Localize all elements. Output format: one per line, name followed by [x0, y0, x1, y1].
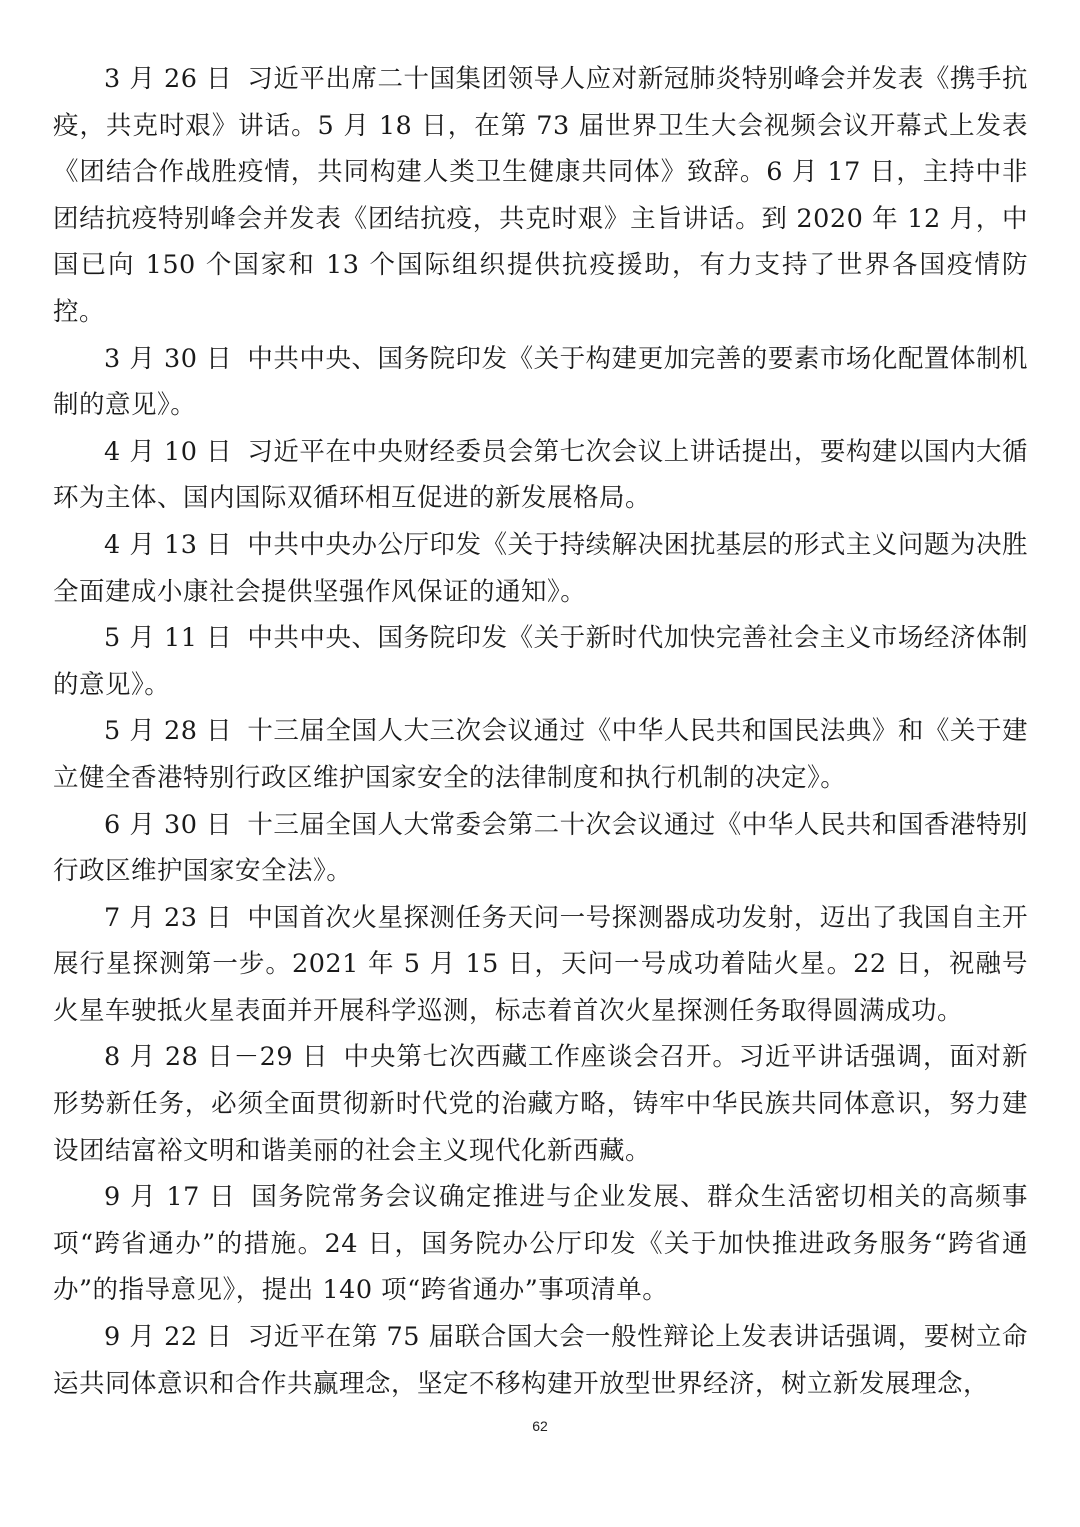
entry-date: 5 月 11 日: [104, 623, 233, 654]
chronicle-entry: [53, 1034, 1028, 1174]
entry-date: 9 月 17 日: [104, 1182, 237, 1213]
entry-date: 7 月 23 日: [104, 902, 233, 933]
entry-text: 十三届全国人大常委会第二十次会议通过《中华人民共和国香港特别行政区维护国家安全法》。: [53, 809, 1028, 887]
entry-text: 中央第七次西藏工作座谈会召开。习近平讲话强调，面对新形势新任务，必须全面贯彻新时代党的治藏方略，铸牢中华民族共同体意识，努力建设团结富裕文明和谐美丽的社会主义现代化新西藏。: [53, 1042, 1028, 1166]
entry-text: 十三届全国人大三次会议通过《中华人民共和国民法典》和《关于建立健全香港特别行政区维护国家安全的法律制度和执行机制的决定》。: [53, 716, 1028, 793]
entry-date: 8 月 28 日－29 日: [104, 1042, 329, 1073]
entry-date: 4 月 10 日: [104, 436, 233, 467]
entry-date: 5 月 28 日: [104, 716, 233, 747]
chronicle-entry: [53, 1314, 1028, 1407]
chronicle-entry: [53, 895, 1028, 1035]
chronicle-entry: [53, 708, 1028, 801]
page-number: 62: [532, 1418, 548, 1434]
entry-date: 3 月 30 日: [104, 343, 233, 374]
chronicle-entry: [53, 1174, 1028, 1314]
entry-date: 9 月 22 日: [104, 1322, 233, 1353]
entry-text: 中共中央办公厅印发《关于持续解决困扰基层的形式主义问题为决胜全面建成小康社会提供坚强作风保证的通知》。: [53, 529, 1028, 607]
entry-text: 中共中央、国务院印发《关于新时代加快完善社会主义市场经济体制的意见》。: [53, 623, 1028, 700]
document-body: [53, 56, 1028, 1407]
entry-date: 4 月 13 日: [104, 529, 233, 560]
entry-date: 6 月 30 日: [104, 809, 233, 840]
chronicle-entry: [53, 56, 1028, 336]
chronicle-entry: [53, 522, 1028, 615]
chronicle-entry: [53, 336, 1028, 429]
entry-text: 习近平在第 75 届联合国大会一般性辩论上发表讲话强调，要树立命运共同体意识和合作共赢理念，坚定不移构建开放型世界经济，树立新发展理念，: [53, 1322, 1028, 1399]
entry-text: 国务院常务会议确定推进与企业发展、群众生活密切相关的高频事项“跨省通办”的措施。24 日，国务院办公厅印发《关于加快推进政务服务“跨省通办”的指导意见》，提出 140 项“跨省通办”事项清单。: [53, 1182, 1028, 1306]
entry-text: 习近平在中央财经委员会第七次会议上讲话提出，要构建以国内大循环为主体、国内国际双循环相互促进的新发展格局。: [53, 436, 1028, 514]
chronicle-entry: [53, 615, 1028, 708]
chronicle-entry: [53, 429, 1028, 522]
entry-date: 3 月 26 日: [104, 64, 233, 94]
entry-text: 中国首次火星探测任务天问一号探测器成功发射，迈出了我国自主开展行星探测第一步。2021 年 5 月 15 日，天问一号成功着陆火星。22 日，祝融号火星车驶抵火星表面并开展科学巡测，标志着首次火星探测任务取得圆满成功。: [53, 902, 1028, 1026]
entry-text: 中共中央、国务院印发《关于构建更加完善的要素市场化配置体制机制的意见》。: [53, 343, 1028, 421]
chronicle-entry: [53, 802, 1028, 895]
entry-text: 习近平出席二十国集团领导人应对新冠肺炎特别峰会并发表《携手抗疫，共克时艰》讲话。5 月 18 日，在第 73 届世界卫生大会视频会议开幕式上发表《团结合作战胜疫情，共同构建人类卫生健康共同体》致辞。6 月 17 日，主持中非团结抗疫特别峰会并发表《团结抗疫，共克时艰》主旨讲话。到 2020 年 12 月，中国已向 150 个国家和 13 个国际组织提供抗疫援助，有力支持了世界各国疫情防控。: [53, 64, 1028, 327]
